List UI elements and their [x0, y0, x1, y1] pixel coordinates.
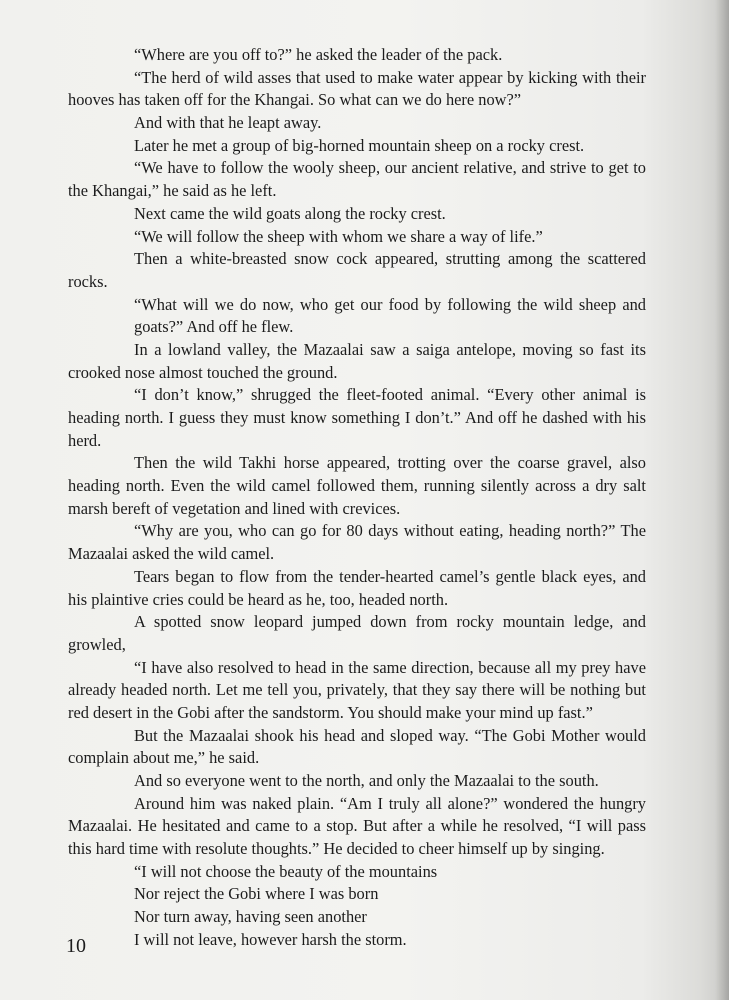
- page-edge-shadow: [715, 0, 729, 1000]
- text-line: “Why are you, who can go for 80 days without eating, heading north?” The: [134, 521, 646, 541]
- text-line: his plaintive cries could be heard as he, too, headed north.: [68, 589, 449, 609]
- text-line: already headed north. Let me tell you, privately, that they say there will be nothing but: [68, 680, 646, 700]
- text-line: “What will we do now, who get our food by following the wild sheep and: [134, 294, 646, 314]
- text-line: growled,: [68, 634, 126, 654]
- text-line: Next came the wild goats along the rocky crest.: [134, 203, 446, 223]
- text-line: Then the wild Takhi horse appeared, trotting over the coarse gravel, also: [134, 453, 646, 473]
- text-line: Nor reject the Gobi where I was born: [134, 884, 379, 904]
- text-line: “I have also resolved to head in the same direction, because all my prey have: [134, 657, 646, 677]
- text-line: heading north. Even the wild camel followed them, running silently across a dry salt: [68, 476, 646, 496]
- text-line: herd.: [68, 430, 102, 450]
- text-line: And so everyone went to the north, and only the Mazaalai to the south.: [134, 771, 599, 790]
- text-line: this hard time with resolute thoughts.” He decided to cheer himself up by singing.: [68, 839, 605, 859]
- text-line: hooves has taken off for the Khangai. So what can we do here now?”: [68, 90, 522, 110]
- text-line: “I will not choose the beauty of the mountains: [134, 861, 438, 881]
- text-line: marsh bereft of vegetation and lined with crevices.: [68, 498, 401, 518]
- page-number: 10: [66, 935, 86, 957]
- text-line: A spotted snow leopard jumped down from rocky mountain ledge, and: [134, 612, 646, 632]
- text-line: “We have to follow the wooly sheep, our ancient relative, and strive to get to: [134, 158, 646, 178]
- text-line: crooked nose almost touched the ground.: [68, 362, 338, 382]
- body-text: [68, 44, 646, 952]
- text-line: the Khangai,” he said as he left.: [68, 181, 277, 201]
- text-line: “We will follow the sheep with whom we share a way of life.”: [134, 226, 543, 246]
- text-line: Nor turn away, having seen another: [134, 907, 367, 927]
- text-line: Mazaalai asked the wild camel.: [68, 544, 275, 564]
- text-line: Then a white-breasted snow cock appeared, strutting among the scattered: [134, 249, 646, 269]
- text-line: “Where are you off to?” he asked the leader of the pack.: [134, 45, 503, 64]
- text-line: goats?” And off he flew.: [134, 317, 294, 337]
- text-line: And with that he leapt away.: [134, 113, 322, 133]
- text-line: Mazaalai. He hesitated and came to a stop. But after a while he resolved, “I will pass: [68, 816, 646, 836]
- text-line: Tears began to flow from the tender-hearted camel’s gentle black eyes, and: [134, 566, 646, 586]
- text-line: I will not leave, however harsh the storm.: [134, 929, 407, 949]
- text-line: complain about me,” he said.: [68, 748, 260, 768]
- text-line: In a lowland valley, the Mazaalai saw a saiga antelope, moving so fast its: [134, 339, 646, 359]
- text-line: Later he met a group of big-horned mountain sheep on a rocky crest.: [134, 135, 585, 155]
- text-line: Around him was naked plain. “Am I truly all alone?” wondered the hungry: [134, 793, 646, 813]
- text-line: heading north. I guess they must know something I don’t.” And off he dashed with his: [68, 408, 646, 427]
- text-line: “The herd of wild asses that used to make water appear by kicking with their: [134, 67, 646, 87]
- text-line: rocks.: [68, 271, 108, 291]
- text-line: red desert in the Gobi after the sandstorm. You should make your mind up fast.”: [68, 702, 593, 722]
- text-line: “I don’t know,” shrugged the fleet-footed animal. “Every other animal is: [134, 385, 646, 405]
- text-line: But the Mazaalai shook his head and sloped way. “The Gobi Mother would: [134, 725, 646, 745]
